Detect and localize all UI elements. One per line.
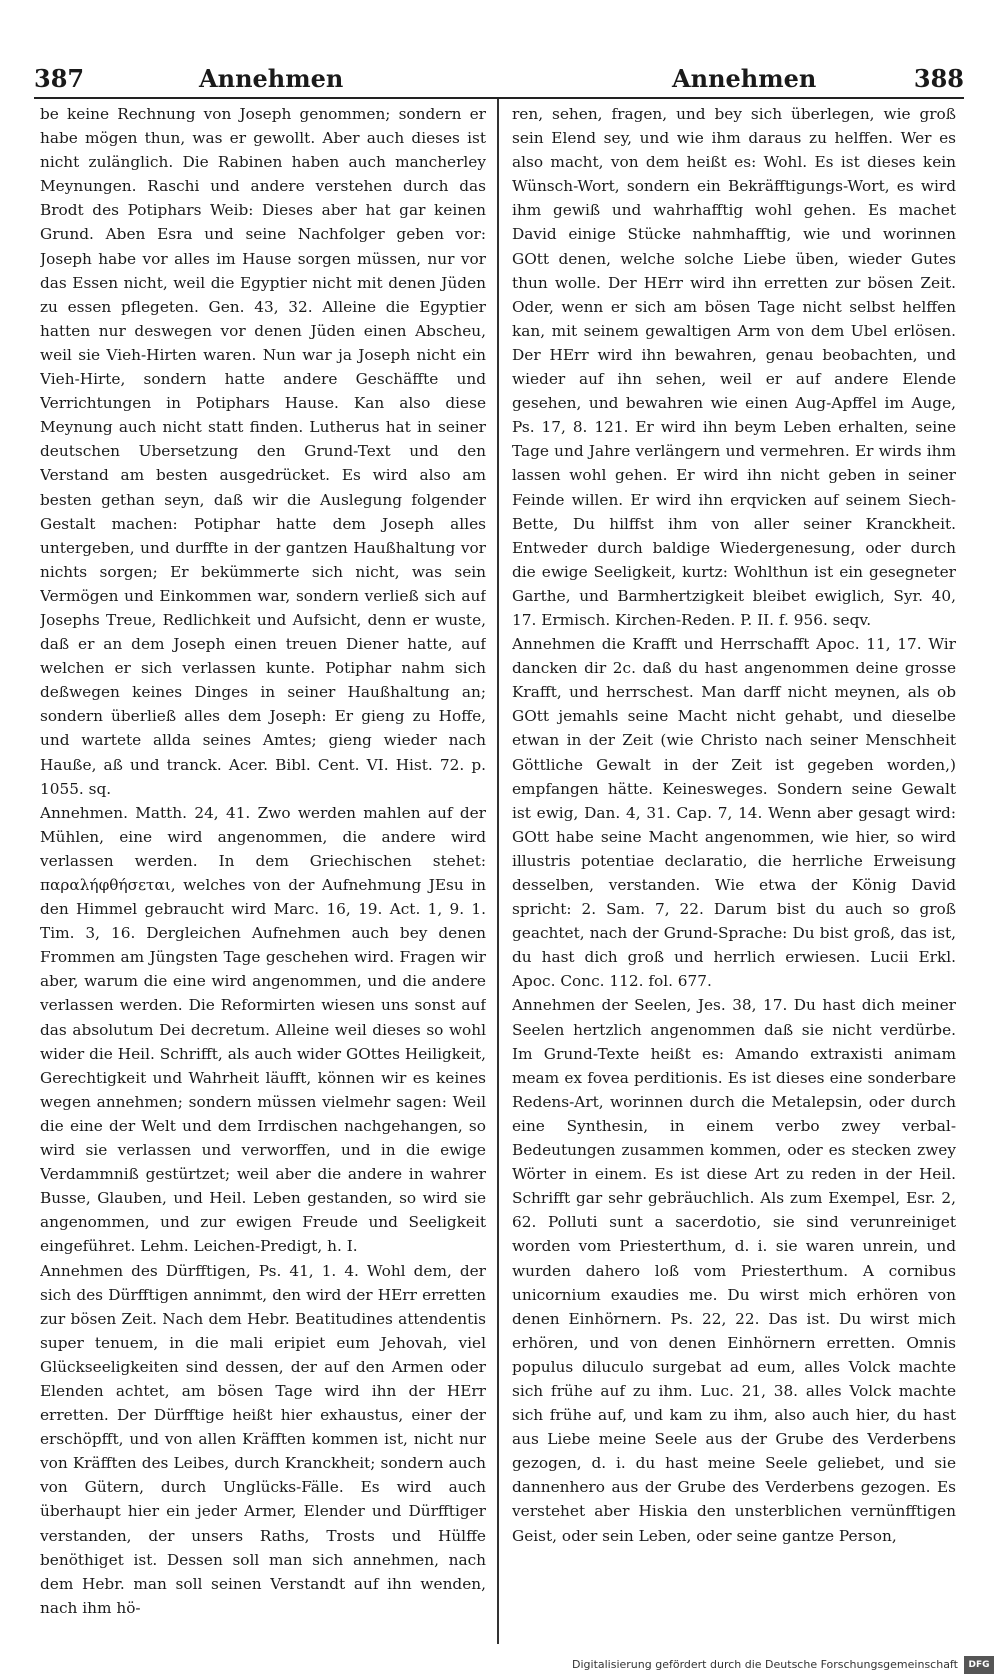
digitization-credit: Digitalisierung gefördert durch die Deutsche Forschungsgemeinschaft bbox=[572, 1658, 958, 1671]
page-number-left: 387 bbox=[34, 64, 85, 93]
header-rule bbox=[34, 97, 964, 99]
paragraph: Annehmen des Dürfftigen, Ps. 41, 1. 4. Wohl dem, der sich des Dürfftigen annimmt, den wird der HErr erretten zur bösen Zeit. Nach dem Hebr. Beatitudines attendentis super tenuem, in die mali eripiet eum Jehovah, viel Glückseeligkeiten sind dessen, der auf den Armen oder Elenden achtet, am bösen Tage wird ihn der HErr erretten. Der Dürfftige heißt hier exhaustus, einer der erschöpfft, und von allen Kräfften kommen ist, nicht nur von Kräfften des Leibes, durch Kranckheit; sondern auch von Gütern, durch Unglücks-Fälle. Es wird auch überhaupt hier ein jeder Armer, Elender und Dürfftiger verstanden, der unsers Raths, Trosts und Hülffe benöthiget ist. Dessen soll man sich annehmen, nach dem Hebr. man soll seinen Verstandt auf ihn wenden, nach ihm hö- bbox=[40, 1261, 486, 1617]
page-number-right: 388 bbox=[913, 64, 964, 93]
page-header bbox=[34, 58, 964, 98]
column-divider bbox=[497, 99, 499, 1644]
paragraph: Annehmen die Krafft und Herrschafft Apoc. 11, 17. Wir dancken dir 2c. daß du hast angenommen deine grosse Krafft, und herrschest. Man darff nicht meynen, als ob GOtt jemahls seine Macht nicht gehabt, und dieselbe etwan in der Zeit (wie Christo nach seiner Menschheit Göttliche Gewalt in der Zeit ist gegeben worden,) empfangen hätte. Keinesweges. Sondern seine Gewalt ist ewig, Dan. 4, 31. Cap. 7, 14. Wenn aber gesagt wird: GOtt habe seine Macht angenommen, wie hier, so wird illustris potentiae declaratio, die herrliche Erweisung desselben, verstanden. Wie etwa der König David spricht: 2. Sam. 7, 22. Darum bist du auch so groß geachtet, nach der Grund-Sprache: Du bist groß, das ist, du hast dich groß und herrlich erwiesen. Lucii Erkl. Apoc. Conc. 112. fol. 677. bbox=[512, 635, 956, 991]
paragraph: Annehmen der Seelen, Jes. 38, 17. Du hast dich meiner Seelen hertzlich angenommen daß sie nicht verdürbe. Im Grund-Texte heißt es: Amando extraxisti animam meam ex fovea perditionis. Es ist dieses eine sonderbare Redens-Art, worinnen durch die Metalepsin, oder durch eine Synthesin, in einem verbo zwey verbal-Bedeutungen zusammen kommen, oder es stecken zwey Wörter in einem. Es ist diese Art zu reden in der Heil. Schrifft gar sehr gebräuchlich. Als zum Exempel, Esr. 2, 62. Polluti sunt a sacerdotio, sie sind verunreiniget worden vom Priesterthum, d. i. sie waren unrein, und wurden dahero loß vom Priesterthum. A cornibus unicornium exaudies me. Du wirst mich erhören von denen Einhörnern. Ps. 22, 22. Das ist. Du wirst mich erhören, und von denen Einhörnern erretten. Omnis populus diluculo surgebat ad eum, alles Volck machte sich frühe auf zu ihm. Luc. 21, 38. alles Volck machte sich frühe auf, und kam zu ihm, also auch hier, du hast aus Liebe meine Seele aus der Grube des Verderbens gezogen, d. i. du hast meine Seele geliebet, und sie dannenhero aus der Grube des Verderbens gezogen. Es verstehet aber Hiskia den unsterblichen vernünfftigen Geist, oder sein Leben, oder seine gantze Person, bbox=[512, 996, 956, 1545]
left-column bbox=[40, 102, 486, 1647]
paragraph: be keine Rechnung von Joseph genommen; sondern er habe mögen thun, was er gewollt. Aber auch dieses ist nicht zulänglich. Die Rabinen haben auch mancherley Meynungen. Raschi und andere verstehen durch das Brodt des Potiphars Weib: Dieses aber hat gar keinen Grund. Aben Esra und seine Nachfolger geben vor: Joseph habe vor alles im Hause sorgen müssen, nur vor das Essen nicht, weil die Egyptier nicht mit denen Jüden zu essen pflegeten. Gen. 43, 32. Alleine die Egyptier hatten nur deswegen vor denen Jüden einen Abscheu, weil sie Vieh-Hirten waren. Nun war ja Joseph nicht ein Vieh-Hirte, sondern hatte andere Geschäffte und Verrichtungen in Potiphars Hause. Kan also diese Meynung auch nicht statt finden. Lutherus hat in seiner deutschen Ubersetzung den Grund-Text und den Verstand am besten ausgedrücket. Es wird also am besten gethan seyn, daß wir die Auslegung folgender Gestalt machen: Potiphar hatte dem Joseph alles untergeben, und durffte in der gantzen Haußhaltung vor nichts sorgen; Er bekümmerte sich nicht, was sein Vermögen und Einkommen war, sondern verließ sich auf Josephs Treue, Redlichkeit und Aufsicht, denn er wuste, daß er an dem Joseph einen treuen Diener hatte, auf welchen er sich verlassen kunte. Potiphar nahm sich deßwegen keines Dinges in seiner Haußhaltung an; sondern überließ alles dem Joseph: Er gieng zu Hoffe, und wartete allda seines Amtes; gieng wieder nach Hauße, aß und tranck. Acer. Bibl. Cent. VI. Hist. 72. p. 1055. sq. bbox=[40, 105, 486, 798]
running-head-left: Annehmen bbox=[199, 64, 344, 93]
right-column bbox=[512, 102, 956, 1647]
paragraph: Annehmen. Matth. 24, 41. Zwo werden mahlen auf der Mühlen, eine wird angenommen, die andere wird verlassen werden. In dem Griechischen stehet: παραλήφθήσεται, welches von der Aufnehmung JEsu in den Himmel gebraucht wird Marc. 16, 19. Act. 1, 9. 1. Tim. 3, 16. Dergleichen Aufnehmen auch bey denen Frommen am Jüngsten Tage geschehen wird. Fragen wir aber, warum die eine wird angenommen, und die andere verlassen werden. Die Reformirten wiesen uns sonst auf das absolutum Dei decretum. Alleine weil dieses so wohl wider die Heil. Schrifft, als auch wider GOttes Heiligkeit, Gerechtigkeit und Wahrheit läufft, können wir es keines wegen annehmen; sondern müssen vielmehr sagen: Weil die eine der Welt und dem Irrdischen nachgehangen, so wird sie verlassen und verworffen, und in die ewige Verdammniß gestürtzet; weil aber die andere in wahrer Busse, Glauben, und Heil. Leben gestanden, so wird sie angenommen, und zur ewigen Freude und Seeligkeit eingeführet. Lehm. Leichen-Predigt, h. I. bbox=[40, 803, 486, 1256]
dfg-logo: DFG bbox=[964, 1656, 994, 1674]
paragraph: ren, sehen, fragen, und bey sich überlegen, wie groß sein Elend sey, und wie ihm daraus zu helffen. Wer es also macht, von dem heißt es: Wohl. Es ist dieses kein Wünsch-Wort, sondern ein Bekräfftigungs-Wort, es wird ihm gewiß und wahrhafftig wohl gehen. Es machet David einige Stücke nahmhafftig, wie und worinnen GOtt denen, welche solche Liebe üben, wieder Gutes thun wolle. Der HErr wird ihn erretten zur bösen Zeit. Oder, wenn er sich am bösen Tage nicht selbst helffen kan, mit seinem gewaltigen Arm von dem Ubel erlösen. Der HErr wird ihn bewahren, genau beobachten, und wieder auf ihn sehen, weil er auf andere Elende gesehen, und bewahren wie einen Aug-Apffel im Auge, Ps. 17, 8. 121. Er wird ihn beym Leben erhalten, seine Tage und Jahre verlängern und vermehren. Er wirds ihm lassen wohl gehen. Er wird ihn nicht geben in seiner Feinde willen. Er wird ihn erqvicken auf seinem Siech-Bette, Du hilffst ihm von aller seiner Kranckheit. Entweder durch baldige Wiedergenesung, oder durch die ewige Seeligkeit, kurtz: Wohlthun ist ein gesegneter Garthe, und Barmhertzigkeit bleibet ewiglich, Syr. 40, 17. Ermisch. Kirchen-Reden. P. II. f. 956. seqv. bbox=[512, 105, 956, 629]
running-head-right: Annehmen bbox=[672, 64, 817, 93]
